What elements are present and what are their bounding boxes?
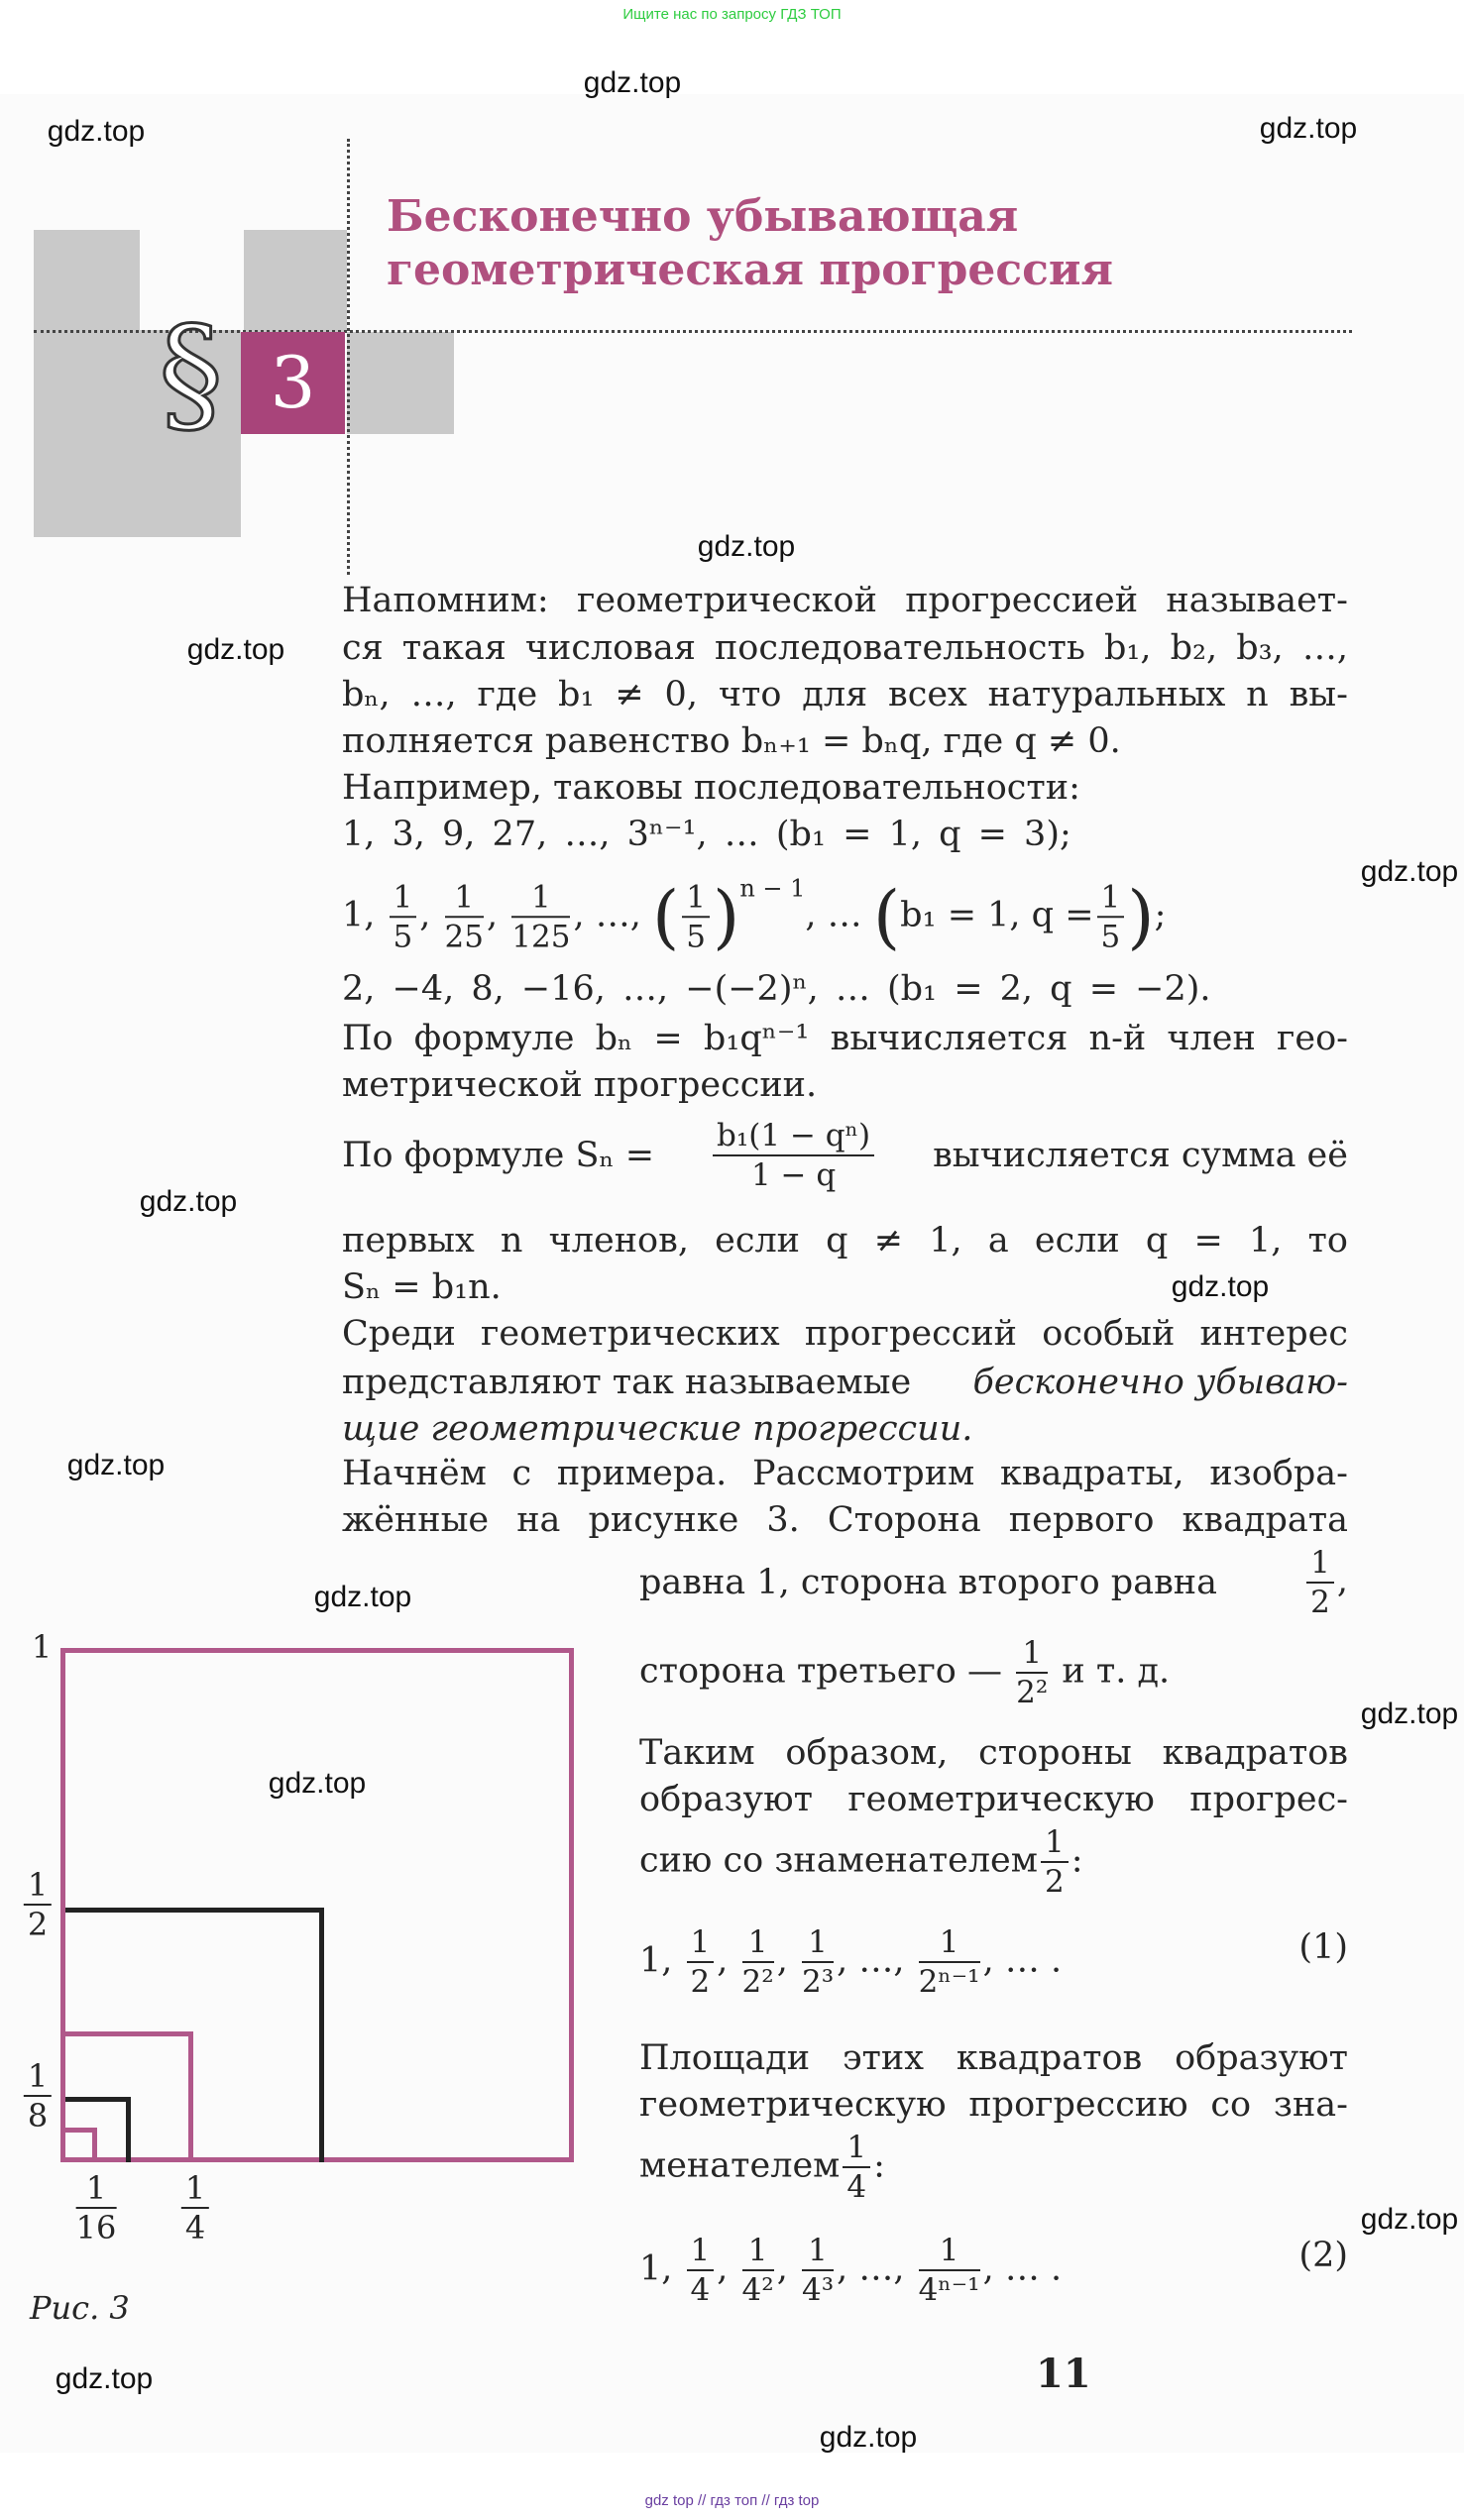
numerator: 1 — [390, 878, 417, 918]
denominator: 4 — [184, 2209, 206, 2246]
text: ; — [1154, 895, 1167, 935]
figure-label-1: 1 — [31, 1628, 53, 1666]
text-line: метрической прогрессии. — [342, 1065, 818, 1105]
emphasis: бесконечно убываю- — [972, 1363, 1348, 1402]
sum-formula-line — [342, 1117, 1348, 1194]
text-line: Таким образом, стороны квадратов — [639, 1733, 1348, 1773]
text-line: ся такая числовая последовательность b₁, b₂, b₃, …, — [342, 628, 1348, 668]
fraction — [1041, 1823, 1069, 1901]
gray-block — [347, 332, 454, 434]
term: 1, — [342, 895, 376, 935]
text-line: полняется равенство bₙ₊₁ = bₙq, где q ≠ 0. — [342, 721, 1121, 761]
text-line — [639, 2129, 1348, 2206]
text-line: первых n членов, если q ≠ 1, а если q = 1, то — [342, 1221, 1348, 1260]
numerator: 1 — [445, 878, 484, 918]
watermark: gdz.top — [1171, 1270, 1270, 1303]
watermark: gdz.top — [1360, 855, 1459, 888]
text: По формуле Sₙ = — [342, 1136, 655, 1175]
numerator: 1 — [1016, 1634, 1048, 1674]
denominator: 5 — [393, 918, 413, 954]
bottom-banner: gdz top // гдз топ // гдз top — [644, 2492, 820, 2509]
ellipsis: …, — [858, 2248, 905, 2289]
gray-block — [244, 230, 347, 332]
numerator: b₁(1 − qⁿ) — [713, 1117, 874, 1156]
watermark: gdz.top — [268, 1767, 367, 1800]
example-sequence-1: 1, 3, 9, 27, …, 3ⁿ⁻¹, … (b₁ = 1, q = 3); — [342, 815, 1071, 854]
denominator: 125 — [511, 918, 571, 954]
denominator: 8 — [27, 2097, 49, 2135]
numerator: 1 — [687, 2232, 715, 2271]
watermark: gdz.top — [1259, 112, 1358, 145]
numerator: 1 — [76, 2169, 117, 2209]
denominator: 25 — [444, 918, 484, 954]
text-line: Например, таковы последовательности: — [342, 768, 1080, 808]
fraction — [682, 878, 710, 955]
numerator: 1 — [1097, 878, 1125, 918]
denominator: 4³ — [801, 2272, 835, 2308]
denominator: 2 — [1310, 1585, 1330, 1620]
numerator: 1 — [1041, 1823, 1069, 1863]
text: , … — [805, 895, 862, 935]
watermark: gdz.top — [583, 66, 682, 99]
denominator: 2 — [1045, 1864, 1065, 1900]
top-banner: Ищите нас по запросу ГДЗ ТОП — [622, 6, 842, 23]
example-sequence-3: 2, −4, 8, −16, …, −(−2)ⁿ, … (b₁ = 2, q = −2). — [342, 969, 1211, 1009]
numerator: 1 — [24, 1866, 52, 1906]
denominator: 2² — [741, 1964, 774, 2000]
ellipsis: …, — [858, 1940, 905, 1981]
watermark: gdz.top — [139, 1185, 238, 1218]
watermark: gdz.top — [47, 115, 146, 148]
fraction — [390, 878, 417, 955]
text: b₁ = 1, q = — [900, 895, 1094, 935]
watermark: gdz.top — [1360, 1698, 1459, 1730]
fraction — [919, 1923, 980, 2001]
text-line: образуют геометрическую прогрес- — [639, 1780, 1348, 1819]
term: 1, — [639, 1940, 673, 1981]
text-line — [342, 1359, 1348, 1406]
text: равна 1, сторона второго равна — [639, 1563, 1217, 1602]
text: сторона третьего — — [639, 1651, 1002, 1692]
fraction — [802, 1923, 834, 2001]
watermark: gdz.top — [1360, 2203, 1459, 2236]
fraction — [1306, 1544, 1334, 1621]
denominator: 2² — [1016, 1675, 1049, 1710]
denominator: 2³ — [801, 1964, 835, 2000]
fraction — [687, 2232, 715, 2309]
fraction — [919, 2232, 980, 2309]
numerator: 1 — [802, 1923, 834, 1963]
figure-label-half — [24, 1866, 52, 1943]
emphasis: щие геометрические прогрессии. — [342, 1409, 973, 1449]
denominator: 2ⁿ⁻¹ — [918, 1964, 980, 2000]
figure-label-eighth — [24, 2057, 52, 2135]
section-title-line2: геометрическая прогрессия — [387, 245, 1114, 295]
denominator: 4 — [846, 2169, 867, 2205]
exponent: n − 1 — [739, 874, 806, 903]
denominator: 5 — [686, 918, 707, 954]
numerator: 1 — [919, 2232, 980, 2271]
text-line: геометрическую прогрессию со зна- — [639, 2085, 1348, 2125]
denominator: 4 — [690, 2272, 711, 2308]
fraction — [802, 2232, 834, 2309]
denominator: 1 − q — [750, 1157, 837, 1193]
dotted-rule-vertical — [347, 139, 350, 575]
equation-number: (2) — [1298, 2236, 1348, 2275]
denominator: 5 — [1100, 918, 1121, 954]
numerator: 1 — [742, 2232, 774, 2271]
text-line — [639, 1823, 1348, 1901]
fraction — [1016, 1634, 1048, 1711]
section-number: 3 — [241, 332, 345, 434]
denominator: 4² — [741, 2272, 774, 2308]
text: и т. д. — [1062, 1651, 1171, 1692]
text: , … . — [982, 2248, 1063, 2289]
fraction — [445, 878, 484, 955]
series-2: 1, $\frac{1}{4}$ , $\frac{1}{\text{4²}}$ , $\frac{1}{\text{4³}}$ , …, $\frac{1}{\text{4ⁿ⁻¹}}$ , … . (2) — [639, 2233, 1348, 2308]
text-line: Начнём с примера. Рассмотрим квадраты, изобра- — [342, 1454, 1348, 1493]
text: , …, — [573, 895, 641, 935]
text-line: По формуле bₙ = b₁qⁿ⁻¹ вычисляется n-й член гео- — [342, 1019, 1348, 1058]
square-side-sixteenth — [60, 2128, 97, 2162]
sum-fraction — [713, 1117, 874, 1194]
example-sequence-2: 1, $\frac{1}{5}$ , $\frac{1}{25}$ , $\frac{1}{125}$ , …, ( $\frac{1}{5}$ )$^{n - 1}$, … (b₁ = 1, q = $\frac{1}{5}$ ); — [342, 874, 1167, 957]
paragraph-symbol: § — [159, 298, 223, 449]
text: , — [1336, 1561, 1348, 1601]
fraction — [1097, 878, 1125, 955]
text-line: Напомним: геометрической прогрессией называет- — [342, 581, 1348, 620]
text-line: Площади этих квадратов образуют — [639, 2038, 1348, 2078]
watermark: gdz.top — [55, 2362, 154, 2395]
text-line — [639, 1544, 1348, 1621]
watermark: gdz.top — [186, 633, 285, 666]
numerator: 1 — [511, 878, 570, 918]
numerator: 1 — [1306, 1544, 1334, 1584]
series-1: 1, $\frac{1}{2}$ , $\frac{1}{\text{2²}}$ , $\frac{1}{\text{2³}}$ , …, $\frac{1}{\text{2ⁿ⁻¹}}$ , … . (1) — [639, 1924, 1348, 2000]
numerator: 1 — [742, 1923, 774, 1963]
figure-label-quarter — [181, 2169, 209, 2246]
fraction — [511, 878, 570, 955]
text: : — [1070, 1840, 1083, 1881]
denominator: 4ⁿ⁻¹ — [918, 2272, 980, 2308]
fraction — [843, 2129, 870, 2206]
text-line: Sₙ = b₁n. — [342, 1267, 502, 1307]
numerator: 1 — [802, 2232, 834, 2271]
text-line: жённые на рисунке 3. Сторона первого квадрата — [342, 1500, 1348, 1540]
denominator: 16 — [75, 2209, 117, 2246]
numerator: 1 — [24, 2057, 52, 2097]
numerator: 1 — [687, 1923, 715, 1963]
numerator: 1 — [843, 2129, 870, 2168]
text: , … . — [982, 1940, 1063, 1981]
figure-label-sixteenth — [76, 2169, 117, 2246]
denominator: 2 — [690, 1964, 711, 2000]
text-line — [639, 1634, 1348, 1711]
text-line: bₙ, …, где b₁ ≠ 0, что для всех натуральных n вы- — [342, 675, 1348, 714]
dotted-rule — [34, 330, 1352, 333]
denominator: 2 — [27, 1906, 49, 1943]
numerator: 1 — [181, 2169, 209, 2209]
numerator: 1 — [919, 1923, 980, 1963]
numerator: 1 — [682, 878, 710, 918]
fraction — [687, 1923, 715, 2001]
text-line: Среди геометрических прогрессий особый интерес — [342, 1314, 1348, 1354]
text: : — [873, 2145, 885, 2186]
text: сию со знаменателем — [639, 1840, 1038, 1881]
watermark: gdz.top — [697, 530, 796, 563]
term: 1, — [639, 2248, 673, 2289]
watermark: gdz.top — [819, 2421, 918, 2454]
text: представляют так называемые — [342, 1363, 912, 1402]
gray-block — [34, 230, 140, 537]
text: менателем — [639, 2145, 841, 2186]
equation-number: (1) — [1298, 1927, 1348, 1967]
figure-caption: Рис. 3 — [30, 2289, 130, 2327]
page-number: 11 — [1036, 2351, 1091, 2397]
text-line — [342, 1405, 1348, 1453]
watermark: gdz.top — [66, 1449, 166, 1481]
fraction — [742, 1923, 774, 2001]
fraction — [742, 2232, 774, 2309]
watermark: gdz.top — [313, 1581, 412, 1613]
text: вычисляется сумма её — [933, 1136, 1348, 1175]
section-title-line1: Бесконечно убывающая — [387, 191, 1019, 242]
